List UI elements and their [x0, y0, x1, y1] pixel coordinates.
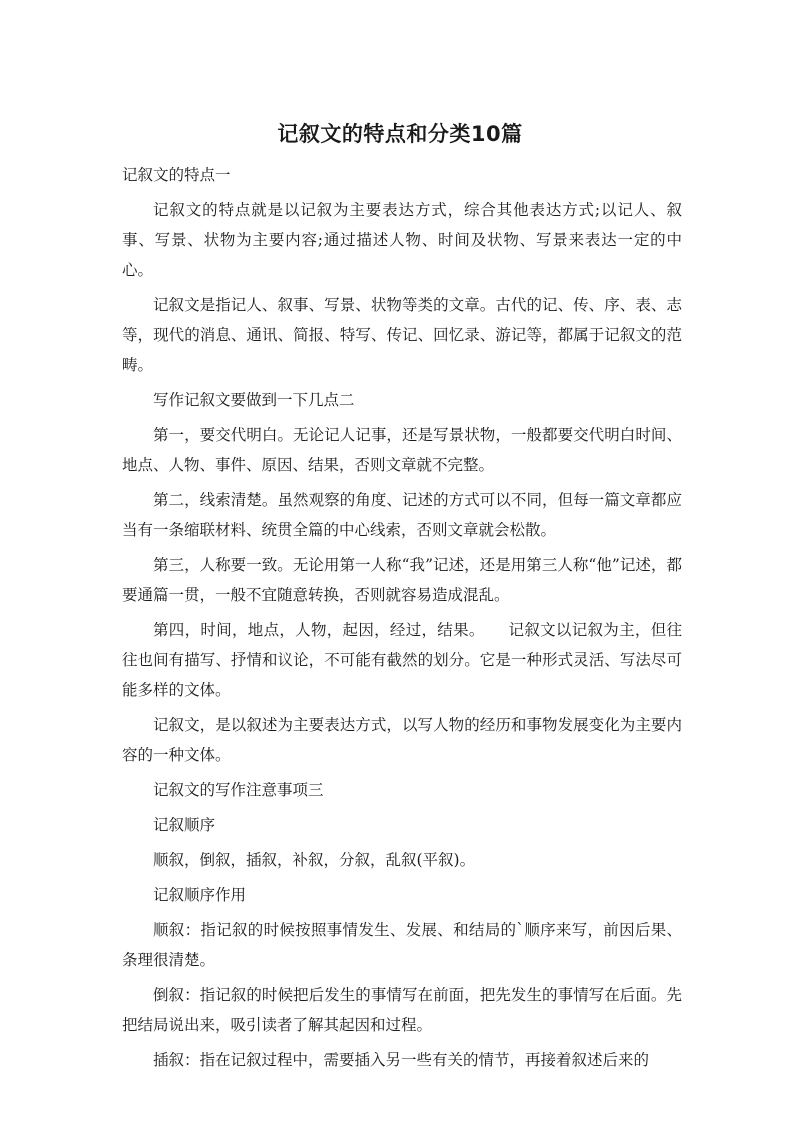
paragraph: 第四，时间，地点，人物，起因，经过，结果。 记叙文以记叙为主，但往往也间有描写、抒情和议论，不可能有截然的划分。它是一种形式灵活、写法尽可能多样的文体。 — [122, 621, 682, 699]
section-heading: 记叙文的写作注意事项三 — [153, 781, 324, 799]
section-heading: 写作记叙文要做到一下几点二 — [153, 391, 355, 409]
subheading: 记叙顺序作用 — [153, 886, 247, 904]
paragraph: 记叙文的特点就是以记叙为主要表达方式，综合其他表达方式;以记人、叙事、写景、状物为主要内容;通过描述人物、时间及状物、写景来表达一定的中心。 — [122, 201, 682, 279]
paragraph: 顺叙：指记叙的时候按照事情发生、发展、和结局的`顺序来写，前因后果、条理很清楚。 — [122, 921, 682, 969]
paragraph: 第二，线索清楚。虽然观察的角度、记述的方式可以不同，但每一篇文章都应当有一条缩联材料、统贯全篇的中心线索，否则文章就会松散。 — [122, 491, 682, 539]
paragraph: 第一，要交代明白。无论记人记事，还是写景状物，一般都要交代明白时间、地点、人物、事件、原因、结果，否则文章就不完整。 — [122, 426, 682, 474]
paragraph: 顺叙，倒叙，插叙，补叙，分叙，乱叙(平叙)。 — [153, 851, 476, 869]
document-title: 记叙文的特点和分类10篇 — [277, 122, 523, 146]
document-body — [122, 160, 682, 1080]
section-heading: 记叙文的特点一 — [122, 166, 231, 184]
paragraph: 第三，人称要一致。无论用第一人称“我”记述，还是用第三人称“他”记述，都要通篇一贯，一般不宜随意转换，否则就容易造成混乱。 — [122, 556, 682, 604]
paragraph: 倒叙：指记叙的时候把后发生的事情写在前面，把先发生的事情写在后面。先把结局说出来，吸引读者了解其起因和过程。 — [122, 986, 682, 1034]
subheading: 记叙顺序 — [153, 816, 216, 834]
paragraph: 插叙：指在记叙过程中，需要插入另一些有关的情节，再接着叙述后来的 — [153, 1051, 650, 1069]
paragraph: 记叙文是指记人、叙事、写景、状物等类的文章。古代的记、传、序、表、志等，现代的消息、通讯、简报、特写、传记、回忆录、游记等，都属于记叙文的范畴。 — [122, 296, 682, 374]
paragraph: 记叙文，是以叙述为主要表达方式，以写人物的经历和事物发展变化为主要内容的一种文体。 — [122, 716, 682, 764]
